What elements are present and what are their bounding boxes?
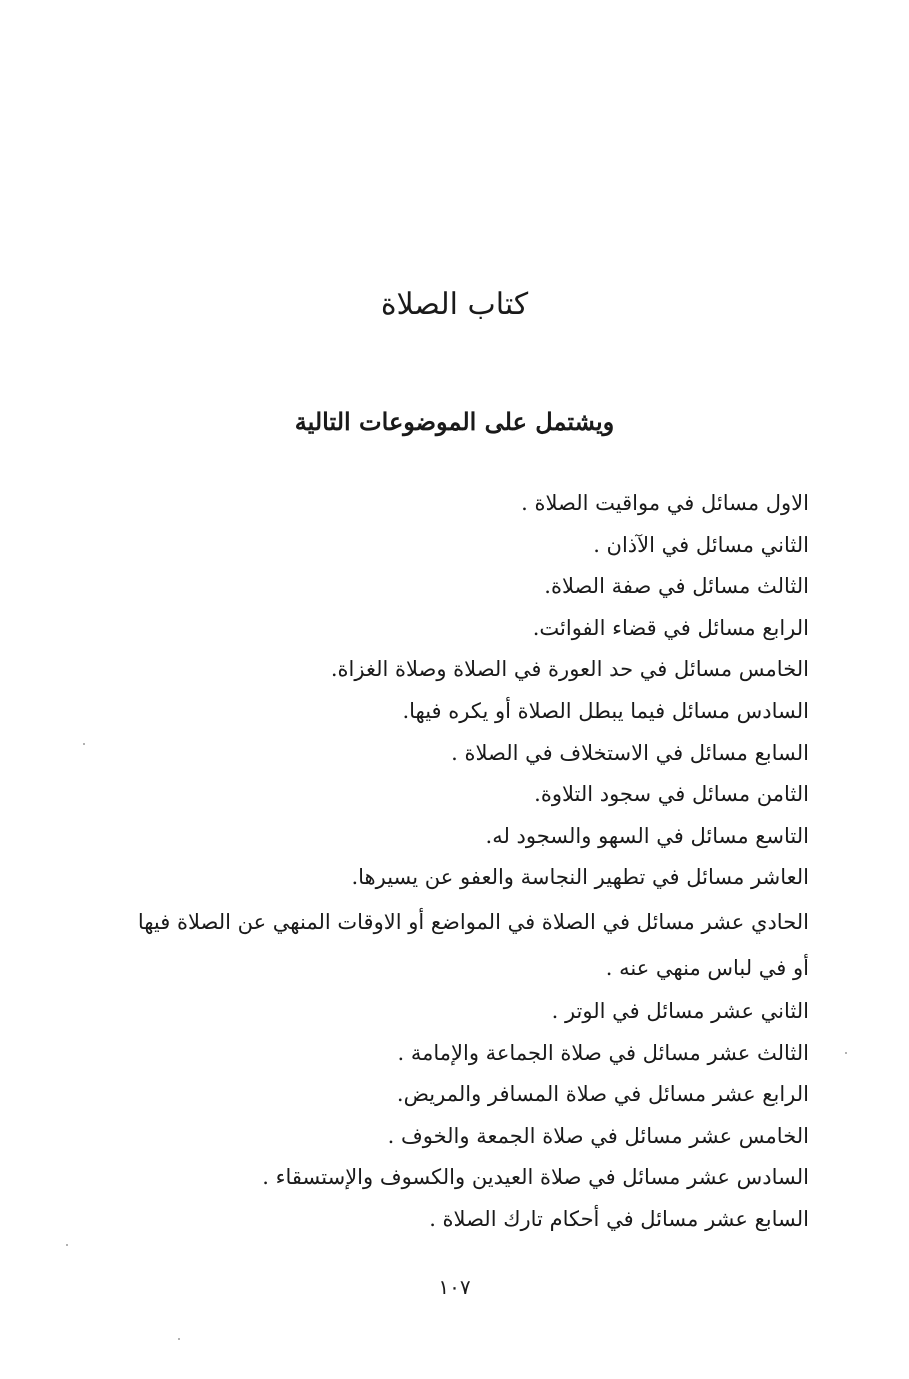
scan-speck — [178, 1338, 180, 1340]
list-item: السادس مسائل فيما يبطل الصلاة أو يكره فيها. — [402, 698, 809, 723]
list-item: الخامس مسائل في حد العورة في الصلاة وصلاة الغزاة. — [330, 657, 809, 682]
scan-speck — [845, 1052, 847, 1054]
list-item: الرابع مسائل في قضاء الفوائت. — [532, 615, 809, 640]
list-item: الاول مسائل في مواقيت الصلاة . — [521, 491, 809, 515]
list-item: الحادي عشر مسائل في الصلاة في المواضع أو الاوقات المنهي عن الصلاة فيها أو في لباس منهي عنه . — [137, 909, 809, 980]
list-item: الثامن مسائل في سجود التلاوة. — [534, 782, 809, 807]
scan-speck — [66, 1244, 68, 1246]
topics-list — [129, 483, 809, 1241]
scan-speck — [83, 743, 85, 745]
page-subtitle: ويشتمل على الموضوعات التالية — [294, 407, 615, 436]
list-item: العاشر مسائل في تطهير النجاسة والعفو عن يسيرها. — [351, 865, 809, 890]
list-item: السادس عشر مسائل في صلاة العيدين والكسوف والإستسقاء . — [262, 1165, 809, 1190]
page-number: ١٠٧ — [438, 1275, 471, 1299]
list-item: الثالث عشر مسائل في صلاة الجماعة والإمامة . — [397, 1040, 809, 1065]
list-item: الرابع عشر مسائل في صلاة المسافر والمريض. — [396, 1082, 809, 1107]
list-item: الثاني مسائل في الآذان . — [593, 532, 809, 557]
list-item: الثالث مسائل في صفة الصلاة. — [544, 574, 809, 599]
list-item: السابع مسائل في الاستخلاف في الصلاة . — [451, 740, 809, 765]
list-item: الخامس عشر مسائل في صلاة الجمعة والخوف . — [387, 1123, 809, 1148]
list-item: السابع عشر مسائل في أحكام تارك الصلاة . — [429, 1206, 809, 1231]
page-title: كتاب الصلاة — [380, 287, 529, 322]
list-item: التاسع مسائل في السهو والسجود له. — [485, 823, 809, 848]
list-item: الثاني عشر مسائل في الوتر . — [551, 998, 809, 1023]
